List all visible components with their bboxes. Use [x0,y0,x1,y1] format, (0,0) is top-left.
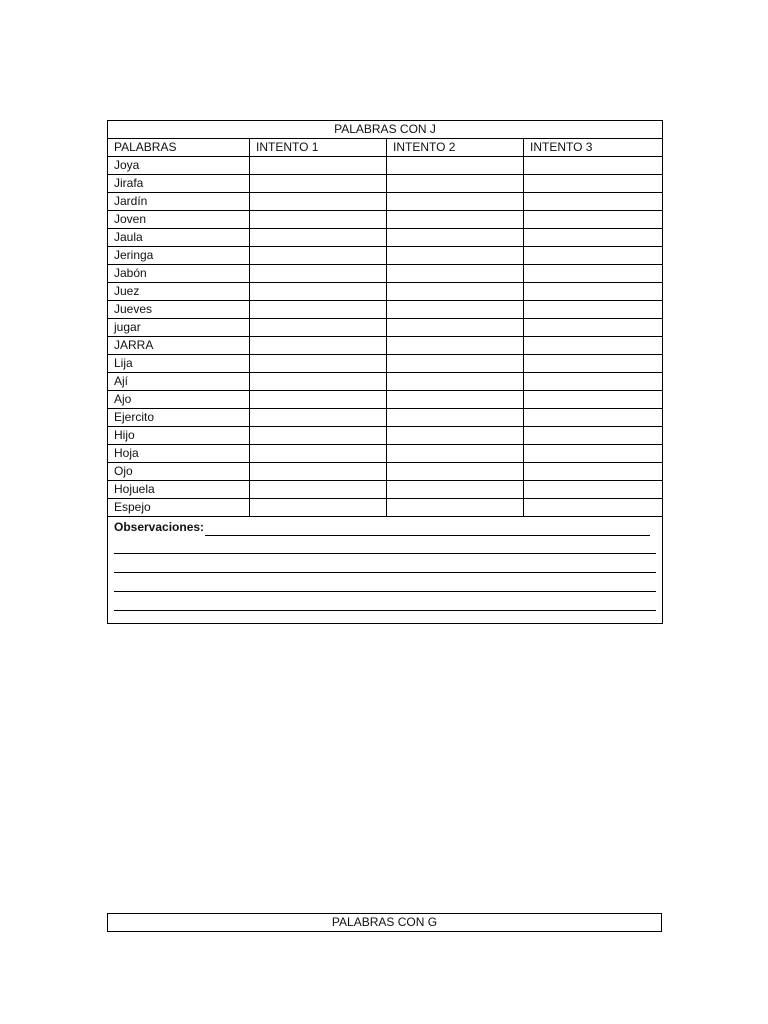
word-cell: Ajo [108,391,250,409]
word-cell: Hojuela [108,481,250,499]
word-cell: Lija [108,355,250,373]
intento-3-cell[interactable] [524,499,663,517]
table-row [108,265,663,283]
table-row [108,391,663,409]
intento-2-cell[interactable] [387,193,524,211]
palabras-con-j-table [107,120,663,624]
word-cell: Joya [108,157,250,175]
intento-1-cell[interactable] [250,301,387,319]
table-row [108,463,663,481]
intento-2-cell[interactable] [387,265,524,283]
observations-write-line[interactable] [114,537,656,554]
word-cell: Jaula [108,229,250,247]
intento-3-cell[interactable] [524,211,663,229]
table-row [108,481,663,499]
intento-3-cell[interactable] [524,229,663,247]
intento-3-cell[interactable] [524,373,663,391]
intento-3-cell[interactable] [524,355,663,373]
table-row [108,355,663,373]
observations-write-line[interactable] [114,556,656,573]
intento-2-cell[interactable] [387,247,524,265]
word-cell: Jardín [108,193,250,211]
table-row [108,445,663,463]
intento-3-cell[interactable] [524,247,663,265]
observations-write-line[interactable] [205,521,650,536]
intento-3-cell[interactable] [524,157,663,175]
intento-2-cell[interactable] [387,157,524,175]
intento-2-cell[interactable] [387,391,524,409]
intento-1-cell[interactable] [250,337,387,355]
intento-3-cell[interactable] [524,463,663,481]
observations-first-line[interactable] [114,519,656,536]
intento-2-cell[interactable] [387,409,524,427]
table-row [108,319,663,337]
intento-3-cell[interactable] [524,391,663,409]
intento-3-cell[interactable] [524,337,663,355]
intento-2-cell[interactable] [387,463,524,481]
intento-3-cell[interactable] [524,283,663,301]
intento-1-cell[interactable] [250,373,387,391]
intento-1-cell[interactable] [250,355,387,373]
intento-2-cell[interactable] [387,481,524,499]
header-intento-2: INTENTO 2 [387,139,524,157]
intento-3-cell[interactable] [524,445,663,463]
word-cell: Juez [108,283,250,301]
intento-2-cell[interactable] [387,445,524,463]
word-cell: Ejercito [108,409,250,427]
intento-1-cell[interactable] [250,391,387,409]
table-row [108,193,663,211]
word-cell: Hijo [108,427,250,445]
word-cell: Ají [108,373,250,391]
table-row [108,499,663,517]
intento-2-cell[interactable] [387,355,524,373]
table-header-row [108,139,663,157]
observations-row [108,517,663,624]
observations-cell[interactable] [108,517,663,624]
table-title-row [108,121,663,139]
intento-1-cell[interactable] [250,211,387,229]
table-row [108,157,663,175]
intento-1-cell[interactable] [250,193,387,211]
header-palabras: PALABRAS [108,139,250,157]
intento-3-cell[interactable] [524,301,663,319]
intento-2-cell[interactable] [387,283,524,301]
intento-1-cell[interactable] [250,175,387,193]
observations-write-line[interactable] [114,594,656,611]
intento-1-cell[interactable] [250,463,387,481]
word-cell: JARRA [108,337,250,355]
table-row [108,337,663,355]
intento-2-cell[interactable] [387,229,524,247]
intento-1-cell[interactable] [250,427,387,445]
table-row [108,211,663,229]
intento-2-cell[interactable] [387,427,524,445]
intento-2-cell[interactable] [387,319,524,337]
intento-3-cell[interactable] [524,175,663,193]
intento-3-cell[interactable] [524,409,663,427]
intento-1-cell[interactable] [250,265,387,283]
table-row [108,283,663,301]
word-cell: Espejo [108,499,250,517]
table-row [108,247,663,265]
intento-3-cell[interactable] [524,427,663,445]
intento-3-cell[interactable] [524,193,663,211]
table-title: PALABRAS CON J [108,121,663,139]
header-intento-1: INTENTO 1 [250,139,387,157]
intento-2-cell[interactable] [387,301,524,319]
word-cell: Jeringa [108,247,250,265]
observations-write-line[interactable] [114,575,656,592]
table-row [108,427,663,445]
intento-2-cell[interactable] [387,211,524,229]
observations-label: Observaciones: [114,519,205,534]
intento-1-cell[interactable] [250,157,387,175]
word-cell: Ojo [108,463,250,481]
header-intento-3: INTENTO 3 [524,139,663,157]
table-row [108,409,663,427]
intento-1-cell[interactable] [250,247,387,265]
word-cell: jugar [108,319,250,337]
intento-1-cell[interactable] [250,409,387,427]
intento-1-cell[interactable] [250,283,387,301]
table-row [108,175,663,193]
table-row [108,373,663,391]
intento-2-cell[interactable] [387,337,524,355]
intento-1-cell[interactable] [250,229,387,247]
intento-3-cell[interactable] [524,265,663,283]
intento-1-cell[interactable] [250,319,387,337]
intento-2-cell[interactable] [387,499,524,517]
palabras-con-g-title: PALABRAS CON G [107,913,662,932]
word-cell: Hoja [108,445,250,463]
intento-3-cell[interactable] [524,481,663,499]
word-cell: Jueves [108,301,250,319]
word-cell: Joven [108,211,250,229]
intento-3-cell[interactable] [524,319,663,337]
table-row [108,301,663,319]
intento-1-cell[interactable] [250,481,387,499]
word-cell: Jabón [108,265,250,283]
intento-2-cell[interactable] [387,175,524,193]
intento-2-cell[interactable] [387,373,524,391]
intento-1-cell[interactable] [250,499,387,517]
intento-1-cell[interactable] [250,445,387,463]
table-row [108,229,663,247]
word-cell: Jirafa [108,175,250,193]
